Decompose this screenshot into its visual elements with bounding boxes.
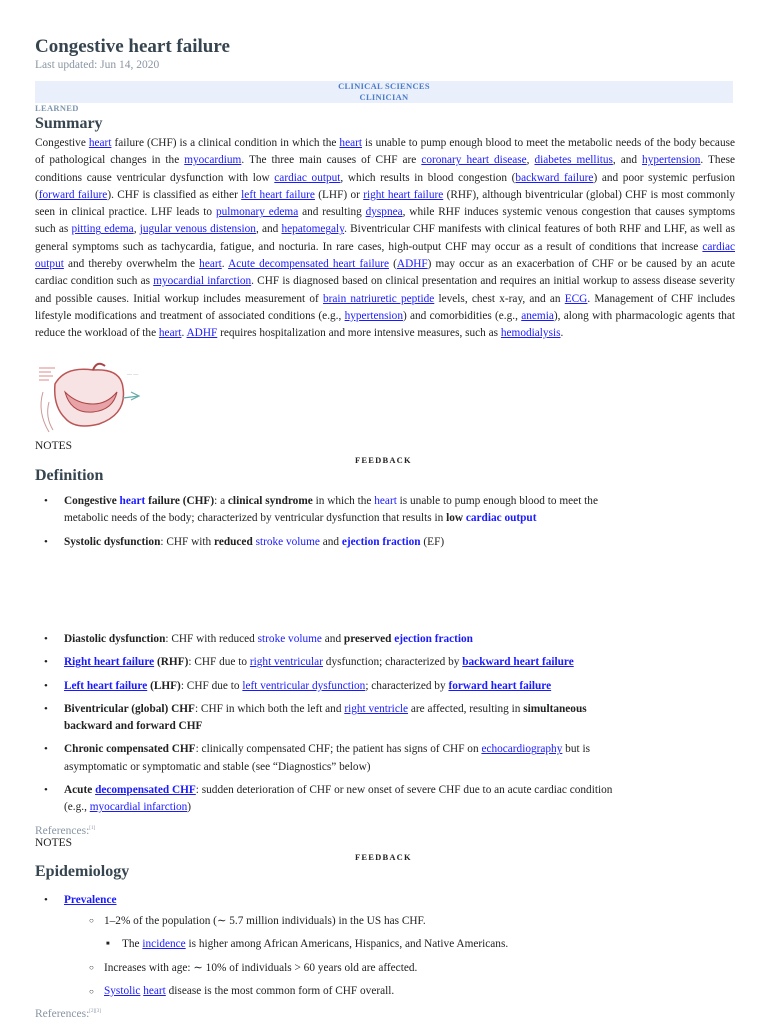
link[interactable]: incidence <box>142 938 186 950</box>
link[interactable]: hepatomegaly <box>281 223 345 236</box>
references-link[interactable]: References:[2][3] <box>35 1008 101 1020</box>
link[interactable]: hypertension <box>344 309 403 322</box>
list-item: • Congestive heart failure (CHF): a clinical syndrome in which the heart is unable to pump enough blood to meet the metabolic needs of the body; characterized by ventricular dysfunction that results in low cardiac output <box>64 493 624 528</box>
link[interactable]: forward failure <box>38 188 108 201</box>
link[interactable]: Acute decompensated heart failure <box>228 258 390 271</box>
definition-list-3 <box>64 631 624 817</box>
list-item: ○ Systolic heart disease is the most common form of CHF overall. <box>104 985 394 997</box>
link[interactable]: pulmonary edema <box>215 206 299 219</box>
list-item: • Systolic dysfunction: CHF with reduced stroke volume and ejection fraction (EF) <box>64 534 624 551</box>
list-item: ○ Increases with age: ∼ 10% of individuals > 60 years old are affected. <box>104 961 417 974</box>
link[interactable]: cardiac output <box>274 171 341 184</box>
link[interactable]: right ventricular <box>249 656 323 669</box>
summary-heading: Summary <box>35 115 103 132</box>
link[interactable]: brain natriuretic peptide <box>323 292 435 305</box>
last-updated: Last updated: Jun 14, 2020 <box>35 59 160 71</box>
link[interactable]: backward heart failure <box>462 656 574 669</box>
link[interactable]: left ventricular dysfunction <box>242 679 366 692</box>
list-item: • Chronic compensated CHF: clinically compensated CHF; the patient has signs of CHF on echocardiography but is asymptomatic or symptomatic and stable (see “Diagnostics” below) <box>64 741 624 776</box>
link[interactable]: myocardial infarction <box>153 275 252 288</box>
link[interactable]: hypertension <box>642 154 701 167</box>
link[interactable]: ADHF <box>186 327 218 340</box>
category-label[interactable]: CLINICAL SCIENCES <box>338 81 430 91</box>
link[interactable]: echocardiography <box>481 743 563 756</box>
link[interactable]: diabetes mellitus <box>534 154 613 167</box>
link[interactable]: heart <box>339 137 362 149</box>
link[interactable]: myocardium <box>184 154 242 167</box>
link[interactable]: ECG <box>564 292 588 305</box>
list-item: • Diastolic dysfunction: CHF with reduced stroke volume and preserved ejection fraction <box>64 631 624 648</box>
link[interactable]: Right heart failure <box>64 656 155 669</box>
list-item: ○ 1–2% of the population (∼ 5.7 million individuals) in the US has CHF. <box>104 914 426 927</box>
list-item: • Acute decompensated CHF: sudden deterioration of CHF or new onset of severe CHF due to an acute cardiac condition (e.g., myocardial infarction) <box>64 782 624 817</box>
link[interactable]: heart <box>199 258 222 271</box>
link[interactable]: heart <box>143 985 166 997</box>
list-item: • Left heart failure (LHF): CHF due to left ventricular dysfunction; characterized by forward heart failure <box>64 678 624 695</box>
prevalence-link[interactable]: Prevalence <box>64 894 117 906</box>
role-label[interactable]: CLINICIAN <box>359 92 409 102</box>
page-title: Congestive heart failure <box>35 36 230 57</box>
category-banner <box>35 81 733 103</box>
notes-toggle[interactable]: NOTES <box>35 837 73 849</box>
svg-text:— —: — — <box>127 373 139 378</box>
list-item: • Right heart failure (RHF): CHF due to right ventricular dysfunction; characterized by backward heart failure <box>64 654 624 671</box>
heart-illustration[interactable] <box>35 362 147 440</box>
definition-list-2 <box>64 534 624 551</box>
link[interactable]: coronary heart disease <box>421 154 527 167</box>
link[interactable]: backward failure <box>515 171 594 184</box>
epidemiology-list <box>64 892 624 909</box>
link[interactable]: right ventricle <box>344 702 408 715</box>
link[interactable]: heart <box>158 327 182 340</box>
link[interactable]: dyspnea <box>365 206 403 219</box>
list-item: ■ The incidence is higher among African Americans, Hispanics, and Native Americans. <box>122 938 508 950</box>
feedback-button[interactable]: FEEDBACK <box>355 852 412 862</box>
definition-heading: Definition <box>35 467 104 484</box>
link[interactable]: anemia <box>521 309 554 322</box>
notes-toggle[interactable]: NOTES <box>35 440 73 452</box>
link[interactable]: left heart failure <box>241 188 315 201</box>
link[interactable]: myocardial infarction <box>89 801 188 814</box>
definition-list-1 <box>64 493 624 528</box>
link[interactable]: jugular venous distension <box>139 223 256 236</box>
learned-badge[interactable]: LEARNED <box>35 103 79 113</box>
summary-paragraph: Congestive heart failure (CHF) is a clinical condition in which the heart is unable to pump enough blood to meet the metabolic needs of the body because of pathological changes in the myocardium. The three main causes of CHF are coronary heart disease, diabetes mellitus, and hypertension. These conditions cause ventricular dysfunction with low cardiac output, which results in blood congestion (backward failure) and poor systemic perfusion (forward failure). CHF is classified as either left heart failure (LHF) or right heart failure (RHF), although biventricular (global) CHF is most commonly seen in clinical practice. LHF leads to pulmonary edema and resulting dyspnea, while RHF induces systemic venous congestion that causes symptoms such as pitting edema, jugular venous distension, and hepatomegaly. Biventricular CHF manifests with clinical features of both RHF and LHF, as well as general symptoms such as tachycardia, fatigue, and nocturia. In rare cases, high-output CHF may occur as a result of conditions that increase cardiac output and thereby overwhelm the heart. Acute decompensated heart failure (ADHF) may occur as an exacerbation of CHF or be caused by an acute cardiac condition such as myocardial infarction. CHF is diagnosed based on clinical presentation and requires an initial workup to assess disease severity and possible causes. Initial workup includes measurement of brain natriuretic peptide levels, chest x-ray, and an ECG. Management of CHF includes lifestyle modifications and treatment of associated conditions (e.g., hypertension) and comorbidities (e.g., anemia), along with pharmacologic agents that reduce the workload of the heart. ADHF requires hospitalization and more intensive measures, such as hemodialysis. <box>35 137 736 340</box>
link[interactable]: forward heart failure <box>448 679 552 692</box>
link[interactable]: cardiac output <box>35 240 735 271</box>
link[interactable]: heart <box>88 137 112 149</box>
references-link[interactable]: References:[1] <box>35 825 96 837</box>
link[interactable]: right heart failure <box>363 188 444 201</box>
link[interactable]: hemodialysis <box>500 327 561 340</box>
link[interactable]: decompensated CHF <box>95 784 196 797</box>
link[interactable]: Systolic <box>104 985 141 997</box>
link[interactable]: ADHF <box>396 258 428 271</box>
list-item: • Biventricular (global) CHF: CHF in which both the left and right ventricle are affected, resulting in simultaneous backward and forward CHF <box>64 701 624 736</box>
list-item <box>64 892 624 909</box>
link[interactable]: pitting edema <box>71 223 134 236</box>
link[interactable]: Left heart failure <box>64 679 148 692</box>
epidemiology-heading: Epidemiology <box>35 863 130 880</box>
feedback-button[interactable]: FEEDBACK <box>355 455 412 465</box>
